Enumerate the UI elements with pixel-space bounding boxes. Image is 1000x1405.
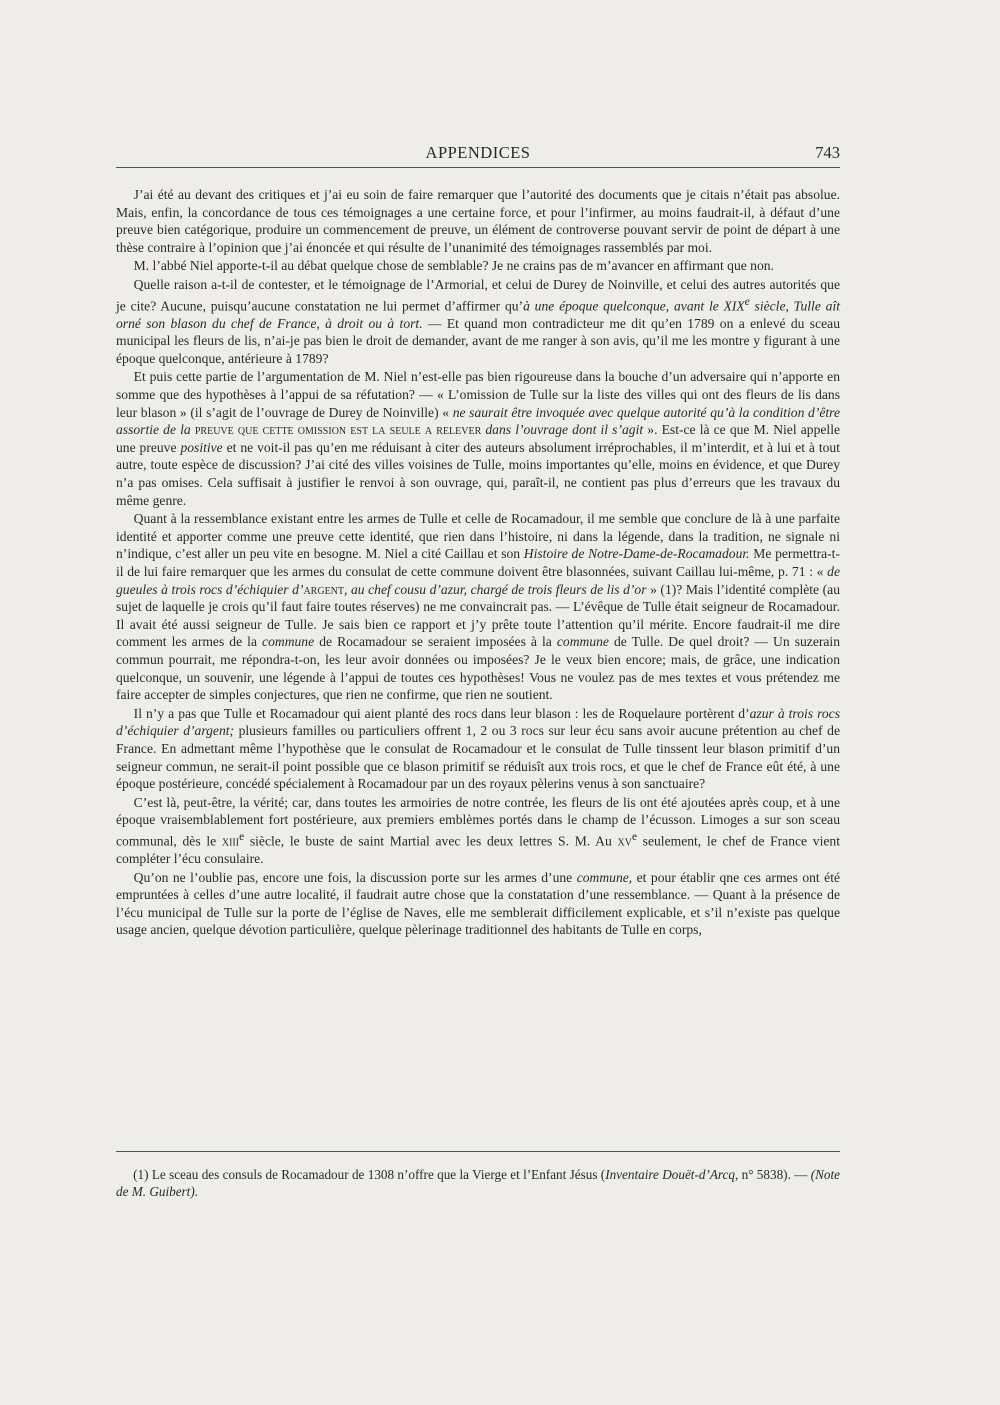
paragraph	[116, 186, 840, 256]
italic-run: azur à trois rocs d’échiquier d’argent;	[116, 705, 841, 739]
superscript-run: e	[631, 830, 637, 843]
text-run: Qu’on ne l’oublie pas, encore une fois, la discussion porte sur les armes d’une	[133, 869, 577, 885]
text-run: siècle, le buste de saint Martial avec les deux lettres S. M. Au	[244, 833, 618, 849]
text-run: J’ai été au devant des critiques et j’ai eu soin de faire remarquer que l’autorité des documents que je citais n’était pas absolue. Mais, enfin, la concordance de tous ces témoignages a une certaine force, et pour l’infirmer, au moins faudrait-il, à défaut d’une preuve bien catégorique, produire un commencement de preuve, un élément de controverse pouvant servir de point de départ à une thèse contraire à l’opinion que j’ai énoncée et qui résulte de l’unanimité des témoignages rassemblés par moi.	[116, 187, 840, 255]
footnote	[116, 1166, 840, 1201]
italic-run: Inventaire Douët-d’Arcq	[605, 1167, 735, 1182]
text-run: et ne voit-il pas qu’en me réduisant à citer des auteurs absolument irréprochables, il m’interdit, et à lui et à tout autre, toute espèce de discussion? J’ai cité des villes voisines de Tulle, moins importantes qu’elle, moins en évidence, et que Durey n’a pas omises. Cela suffisait à justifier le renvoi à son ouvrage, qui, paraît-il, ne contient pas plus d’erreurs que les travaux du même genre.	[116, 439, 840, 508]
page-header	[116, 143, 840, 167]
superscript-run: e	[744, 295, 750, 308]
small-caps-run: xv	[617, 833, 632, 849]
text-run: Quant à la ressemblance existant entre les armes de Tulle et celle de Rocamadour, il me semble que conclure de là à une parfaite identité et apporter comme une preuve cette identité, que rien dans l’histoire, ni dans la légende, dans la tradition, ne signale ni n’indique, c’est aller un peu vite en besogne. M. Niel a cité Caillau et son	[116, 511, 840, 562]
italic-run: Histoire de Notre-Dame-de-Rocamadour.	[523, 546, 750, 562]
italic-run: (Note de M. Guibert).	[116, 1167, 841, 1200]
text-run: et pour établir qne ces armes ont été empruntées à celles d’une autre localité, il faudrait autre chose que la constatation d’une ressemblance. — Quant à la présence de l’écu municipal de Tulle sur la porte de l’église de Naves, elle me semblerait difficilement explicable, et s’il n’existe pas quelque usage ancien, quelque dévotion particulière, quelque pèlerinage traditionnel des habitants de Tulle en corps,	[116, 869, 841, 938]
small-caps-run: preuve que cette omission est la seule a relever	[194, 422, 482, 438]
text-run: seulement, le chef de France vient compléter l’écu consulaire.	[116, 833, 840, 867]
text-run: ». Est-ce là ce que M. Niel appelle une preuve	[116, 422, 841, 455]
page-number: 743	[815, 143, 840, 162]
italic-run: , au chef cousu d’azur, chargé de trois fleurs de lis d’or	[344, 581, 647, 597]
paragraph	[116, 869, 840, 939]
superscript-run: e	[239, 830, 245, 843]
paragraph	[116, 368, 840, 509]
text-run: de Tulle. De quel droit? — Un suzerain commun pourrait, me répondra-t-on, les leur avoir données ou imposées? Je le veux bien encore; mais, de grâce, une indication quelconque, un souvenir, une légende à l’appui de toutes ces hypothèses! Vous ne voulez pas de mes textes et vous prétendez me faire accepter de simples conjectures, que rien ne confirme, que rien ne soutient.	[116, 634, 840, 703]
running-title: APPENDICES	[425, 143, 531, 162]
paragraph	[116, 705, 840, 793]
italic-run: commune	[262, 634, 315, 650]
text-run: Me permettra-t-il de lui faire remarquer que les armes du consulat de cette commune doivent être blasonnées, suivant Caillau lui-même, p. 71 : «	[116, 546, 840, 579]
text-run: de Rocamadour se seraient imposées à la	[314, 634, 557, 650]
italic-run: ne saurait être invoquée avec quelque autorité qu’à la condition d’être assortie de la	[116, 404, 840, 438]
italic-run: commune	[556, 634, 609, 650]
italic-run: dans l’ouvrage dont il s’agit	[481, 422, 644, 438]
paragraph	[116, 794, 840, 868]
small-caps-run: argent	[303, 581, 345, 597]
text-run: » (1)? Mais l’identité complète (au sujet de laquelle je crois qu’il faut faire toutes réserves) ne me convaincrait pas. — L’évêque de Tulle était seigneur de Rocamadour. Il avait été aussi seigneur de Tulle. Je sais bien ce rapport et j’y prête toute l’attention qu’il mérite. Encore faudrait-il me dire comment les armes de la	[116, 581, 840, 650]
text-run: M. l’abbé Niel apporte-t-il au débat quelque chose de semblable? Je ne crains pas de m’avancer en affirmant que non.	[133, 258, 774, 274]
text-run: C’est là, peut-être, la vérité; car, dans toutes les armoiries de notre contrée, les fleurs de lis ont été ajoutées après coup, et à une époque vraisemblablement fort postérieure, aux premiers emblèmes portés dans le champ de l’écusson. Limoges a sur son sceau communal, dès le	[116, 794, 840, 849]
text-run: plusieurs familles ou particuliers offrent 1, 2 ou 3 rocs sur leur écu sans avoir aucune prétention au chef de France. En admettant même l’hypothèse que le consulat de Rocamadour et le consulat de Tulle tinssent leur blason primitif d’un seigneur commun, ne serait-il point possible que ce blason primitif se réduisît aux trois rocs, et que le chef de France eût été, à une époque postérieure, concédé spécialement à Rocamadour par un des royaux pèlerins venus à son sanctuaire?	[116, 723, 840, 792]
italic-run: à une époque quelconque, avant le XIX	[523, 298, 745, 314]
body-text	[116, 186, 840, 939]
italic-run: positive	[180, 439, 223, 455]
paragraph	[116, 510, 840, 704]
text-run: Il n’y a pas que Tulle et Rocamadour qui aient planté des rocs dans leur blason : les de Roquelaure portèrent d’	[133, 705, 750, 721]
small-caps-run: xiii	[221, 833, 240, 849]
italic-run: commune,	[576, 869, 633, 885]
italic-run: siècle, Tulle aît orné son blason du chef de France, à droit ou à tort.	[116, 298, 841, 331]
text-run: Quelle raison a-t-il de contester, et le témoignage de l’Armorial, et celui de Durey de Noinville, et celui des autres autorités que je cite? Aucune, puisqu’aucune constatation ne lui permet d’affirmer qu’	[116, 276, 840, 314]
italic-run: de gueules à trois rocs d’échiquier d’	[116, 564, 840, 597]
header-rule	[116, 167, 840, 168]
text-run: , n° 5838). —	[734, 1167, 811, 1182]
paragraph	[116, 257, 840, 275]
text-run: Et puis cette partie de l’argumentation de M. Niel n’est-elle pas bien rigoureuse dans la bouche d’un adversaire qui n’apporte en somme que des hypothèses à l’appui de sa réfutation? — « L’omission de Tulle sur la liste des villes qui ont des fleurs de lis dans leur blason » (il s’agit de l’ouvrage de Durey de Noinville) «	[116, 369, 840, 420]
text-run: — Et quand mon contradicteur me dit qu’en 1789 on a enlevé du sceau municipal les fleurs de lis, n’ai-je pas bien le droit de demander, avant de me ranger à son avis, qu’il me les montre y figurant à une époque quelconque, antérieure à 1789?	[116, 315, 840, 366]
text-run: (1) Le sceau des consuls de Rocamadour de 1308 n’offre que la Vierge et l’Enfant Jésus (	[133, 1167, 606, 1182]
paragraph	[116, 276, 840, 368]
footnote-rule	[116, 1151, 840, 1152]
